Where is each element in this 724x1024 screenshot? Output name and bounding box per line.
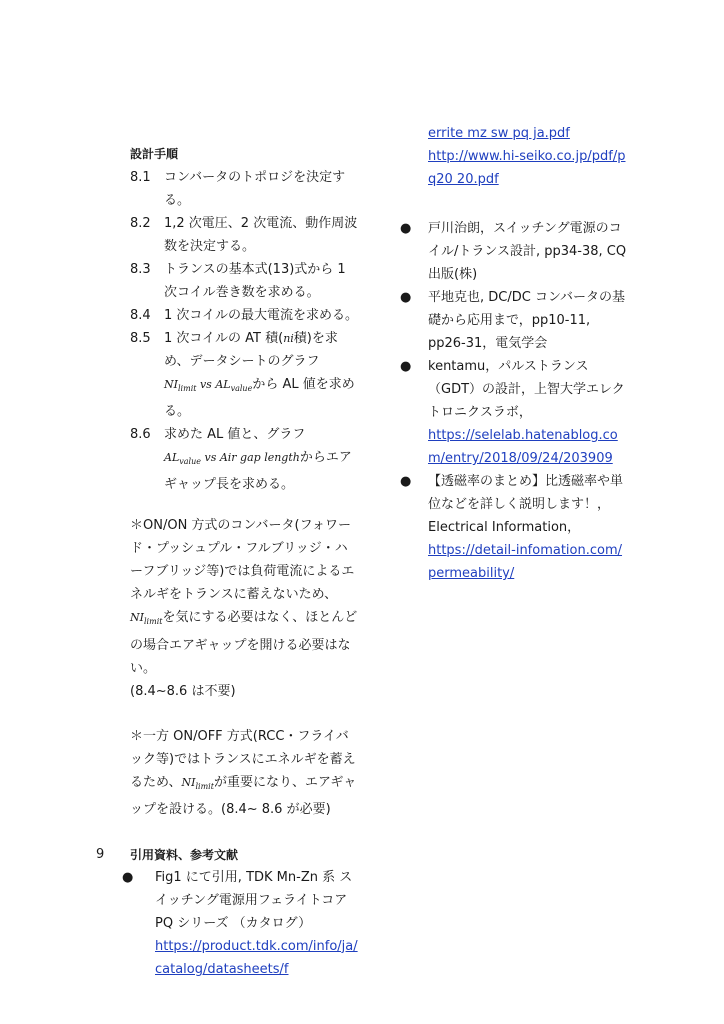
formula-subscript: limit [195,781,214,791]
reference-item [400,470,630,585]
reference-text: kentamu，パルストランス（GDT）の設計，上智大学エレクトロニクスラボ， [428,359,625,420]
reference-text: 平地克也, DC/DC コンバータの基礎から応用まで，pp10-11, pp26-31，電気学会 [428,290,626,351]
formula-ni: ni [283,332,294,345]
bullet-icon: ● [400,290,412,305]
formula-subscript: limit [177,384,197,394]
formula-vs: vs [196,378,216,391]
section-title: 引用資料、参考文献 [130,847,239,862]
note-text: ＊一方 ON/OFF 方式(RCC・フライバック等)ではトランスにエネルギを蓄えるため、 [130,728,356,790]
formula-ni-limit [164,378,253,394]
left-column [96,144,358,981]
formula-main: NI [164,378,178,391]
formula-subscript: value [179,457,201,467]
reference-item [400,286,630,355]
formula-rest: vs Air gap length [200,451,300,465]
notes-block [130,514,358,820]
step-text: 1 次コイルの最大電流を求める。 [164,308,359,323]
step-text: トランスの基本式(13)式から 1 次コイル巻き数を求める。 [164,262,346,300]
note-not-needed: (8.4~8.6 は不要) [130,683,236,699]
step-text [164,423,358,496]
formula-al-vs-gap [164,451,300,467]
reference-link[interactable]: errite mz sw pq ja.pdf [428,126,570,141]
step-8-1 [130,166,358,212]
step-text: 1,2 次電圧、2 次電流、動作周波数を決定する。 [164,216,358,254]
spacer [400,191,630,217]
step-8-6 [130,423,358,496]
note-text: が重要になり、エアギャップを設ける。(8.4~ 8.6 が必要) [130,774,357,817]
formula-main: AL [164,451,180,465]
step-8-5 [130,327,358,423]
reference-continuation [400,122,630,191]
section-9-heading [96,844,358,866]
formula-main: NI [181,775,196,789]
reference-item [122,866,358,981]
reference-text: 【透磁率のまとめ】比透磁率や単位などを詳しく説明します！，Electrical Information， [428,474,624,535]
step-text [164,327,358,423]
note-text: ＊ON/ON 方式のコンバータ(フォワード・プッシュプル・フルブリッジ・ハーフブリッジ等)では負荷電流によるエネルギをトランスに蓄えないため、 [130,518,355,603]
step-text-part: から AL 値を求める。 [164,377,355,420]
step-number: 8.2 [130,216,151,231]
bullet-icon: ● [400,474,412,489]
step-number: 8.1 [130,170,151,185]
reference-item [400,355,630,470]
step-text-part: 求めた AL 値と、グラフ [164,427,306,443]
section-number: 9 [96,846,105,862]
step-number: 8.6 [130,427,151,443]
reference-list [96,866,358,981]
note-on-on [130,514,358,679]
right-column [400,122,630,585]
reference-link[interactable]: https://product.tdk.com/info/ja/catalog/datasheets/f [155,938,358,977]
formula-ni-limit [181,776,213,789]
reference-link[interactable]: https://detail-infomation.com/permeability/ [428,543,623,581]
step-number: 8.4 [130,308,151,323]
reference-text: 戸川治朗，スイッチング電源のコイル/トランス設計, pp34-38, CQ 出版(株) [428,221,627,282]
note-on-off [130,725,358,821]
step-text: コンバータのトポロジを決定する。 [164,170,346,208]
formula-subscript: value [230,384,253,394]
formula-subscript: limit [143,617,163,627]
bullet-icon: ● [400,221,412,236]
formula-main: NI [130,611,144,625]
reference-text: Fig1 にて引用, TDK Mn-Zn 系 スイッチング電源用フェライトコア PQ シリーズ （カタログ） [155,869,353,931]
reference-link[interactable]: https://selelab.hatenablog.com/entry/2018/09/24/203909 [428,428,618,466]
bullet-icon: ● [122,869,134,885]
step-text-part: 積)を求め、データシートのグラフ [164,331,338,369]
step-text-part: からエアギャップ長を求める。 [164,450,352,493]
reference-link[interactable]: http://www.hi-seiko.co.jp/pdf/pq20 20.pdf [428,149,626,187]
step-number: 8.5 [130,331,151,346]
design-procedure-heading: 設計手順 [130,147,179,161]
step-text-part: 1 次コイルの AT 積( [164,331,284,346]
note-text: を気にする必要はなく、ほとんどの場合エアギャップを開ける必要はない。 [130,610,358,676]
step-8-4 [130,304,358,327]
step-8-2 [130,212,358,258]
step-8-3 [130,258,358,304]
bullet-icon: ● [400,359,412,374]
formula-ni-limit [130,611,163,627]
formula-main: AL [215,378,231,391]
reference-item [400,217,630,286]
reference-list [400,217,630,585]
step-number: 8.3 [130,262,151,277]
spacer [130,703,358,725]
